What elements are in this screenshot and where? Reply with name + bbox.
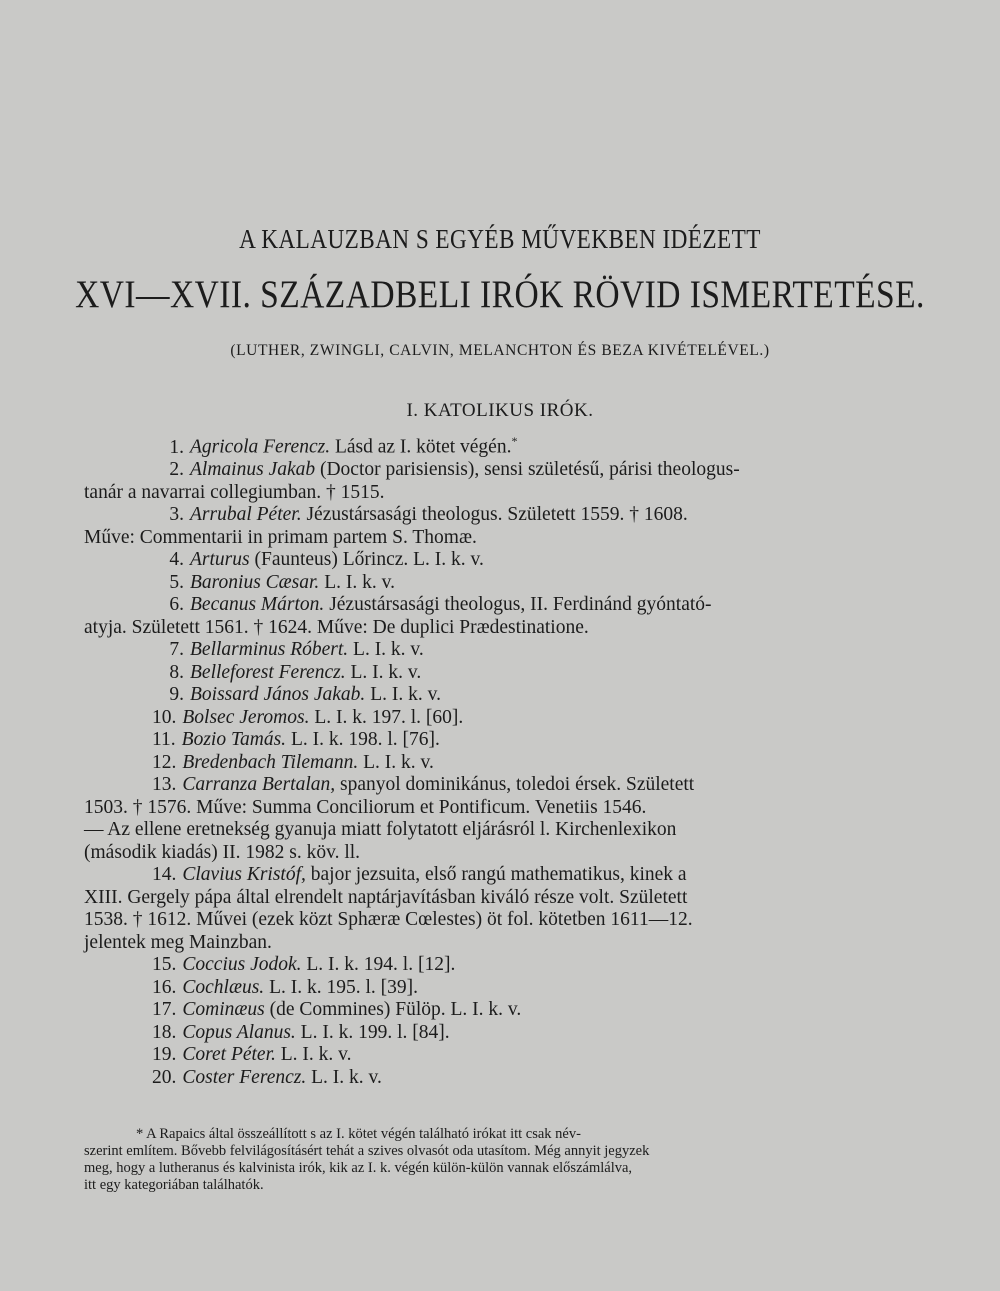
list-item [84,1044,812,1067]
entry-text: L. I. k. 197. l. [60]. [309,706,464,728]
entry-text: bajor jezsuita, első rangú mathematikus, kinek a [305,864,687,885]
footnote-first-line: * A Rapaics által összeállított s az I. kötet végén található irókat itt csak név- [136,1126,581,1142]
entry-name: Cominæus [182,999,265,1020]
entry-continuation: 1538. † 1612. Művei (ezek közt Sphæræ Cœlestes) öt fol. kötetben 1611—12. [84,909,693,930]
entry-text: spanyol dominikánus, toledoi érsek. Született [335,774,695,795]
entry-name: Bozio Tamás. [181,729,287,750]
list-item [84,430,812,459]
list-item [84,864,812,954]
list-item [84,707,812,730]
list-item [84,752,812,775]
entry-continuation: 1503. † 1576. Műve: Summa Conciliorum et Pontificum. Venetiis 1546. [84,796,647,818]
entry-text: L. I. k. v. [348,639,424,660]
footnote [84,1126,794,1194]
entry-name: Carranza Bertalan, [182,774,336,795]
entry-number: 6. [169,594,184,615]
entry-text: Jézustársasági theologus. Született 1559. † 1608. [301,504,688,525]
footnote-line: szerint említem. Bővebb felvilágosításért tehát a szives olvasót oda utasítom. Még annyit jegyzek [84,1143,650,1159]
entry-name: Copus Alanus. [182,1021,296,1043]
list-item [84,999,812,1022]
entry-number: 20. [152,1066,177,1088]
entry-text: L. I. k. 194. l. [12]. [301,954,456,975]
entry-name: Bellarminus Róbert. [190,639,349,660]
entry-number: 19. [152,1044,177,1065]
list-item [84,662,812,685]
entry-continuation: — Az ellene eretnekség gyanuja miatt folytatott eljárásról l. Kirchenlexikon [84,819,677,840]
entry-continuation: tanár a navarrai collegiumban. † 1515. [84,481,385,503]
entry-text: L. I. k. v. [319,571,395,593]
list-item [84,549,812,572]
entry-text: Jézustársasági theologus, II. Ferdinánd gyóntató- [324,594,712,615]
entry-number: 12. [152,751,177,773]
list-item [84,1067,812,1090]
list-item [84,1022,812,1045]
footnote-marker: * [511,434,518,448]
entry-number: 10. [152,706,177,728]
list-item [84,954,812,977]
entry-text: L. I. k. v. [358,751,434,773]
entry-number: 8. [169,661,184,683]
list-item [84,774,812,864]
entry-number: 9. [169,684,184,705]
entry-continuation: atyja. Született 1561. † 1624. Műve: De duplici Prædestinatione. [84,616,589,638]
section-title: I. KATOLIKUS IRÓK. [406,400,594,421]
entry-number: 5. [169,571,184,593]
list-item [84,729,812,752]
entry-number: 15. [152,954,177,975]
entry-number: 7. [169,639,184,660]
entry-text: L. I. k. v. [306,1066,382,1088]
entry-name: Coccius Jodok. [182,954,302,975]
entry-text: L. I. k. 198. l. [76]. [286,729,440,750]
entry-text: (Faunteus) Lőrincz. L. I. k. v. [249,549,484,570]
entry-name: Becanus Márton. [190,594,325,615]
entry-number: 18. [152,1021,177,1043]
entry-text: L. I. k. 195. l. [39]. [264,976,418,998]
list-item [84,572,812,595]
entry-name: Clavius Kristóf, [182,864,306,885]
entry-text: (de Commines) Fülöp. L. I. k. v. [264,999,522,1020]
entry-list [84,430,812,1089]
entry-text: L. I. k. v. [275,1044,352,1065]
heading-line-3: (LUTHER, ZWINGLI, CALVIN, MELANCHTON ÉS BEZA KIVÉTELÉVEL.) [230,342,770,359]
footnote-line: itt egy kategoriában találhatók. [84,1177,264,1193]
entry-name: Almainus Jakab [190,459,316,480]
entry-text: Lásd az I. kötet végén. [330,436,512,458]
entry-number: 13. [152,774,177,795]
entry-number: 1. [169,436,184,458]
entry-number: 3. [169,504,184,525]
entry-name: Arturus [190,549,250,570]
entry-name: Bredenbach Tilemann. [182,751,359,773]
entry-text: (Doctor parisiensis), sensi születésű, párisi theologus- [315,459,740,480]
entry-number: 2. [169,459,184,480]
list-item [84,977,812,1000]
heading-line-1: A KALAUZBAN S EGYÉB MŰVEKBEN IDÉZETT [239,224,761,254]
entry-name: Baronius Cæsar. [190,571,320,593]
entry-continuation: jelentek meg Mainzban. [84,931,272,953]
entry-number: 16. [152,976,177,998]
entry-number: 4. [169,549,184,570]
entry-name: Coster Ferencz. [182,1066,307,1088]
entry-number: 11. [152,729,176,750]
entry-name: Boissard János Jakab. [190,684,366,705]
entry-text: L. I. k. 199. l. [84]. [295,1021,450,1043]
list-item [84,639,812,662]
entry-continuation: XIII. Gergely pápa által elrendelt naptárjavításban kiváló része volt. Született [84,886,688,908]
entry-name: Belleforest Ferencz. [190,661,346,683]
entry-continuation: (második kiadás) II. 1982 s. köv. ll. [84,841,361,863]
list-item [84,594,812,639]
list-item [84,684,812,707]
entry-name: Cochlæus. [182,976,265,998]
entry-name: Coret Péter. [182,1044,276,1065]
entry-text: L. I. k. v. [365,684,441,705]
entry-number: 14. [152,864,177,885]
entry-name: Agricola Ferencz. [190,436,331,458]
entry-name: Arrubal Péter. [190,504,302,525]
list-item [84,504,812,549]
heading-line-2: XVI—XVII. SZÁZADBELI IRÓK RÖVID ISMERTETÉSE. [75,273,925,316]
footnote-line: meg, hogy a lutheranus és kalvinista irók, kik az I. k. végén külön-külön vannak előszámlálva, [84,1160,633,1176]
entry-text: L. I. k. v. [345,661,422,683]
entry-continuation: Műve: Commentarii in primam partem S. Thomæ. [84,526,477,548]
entry-number: 17. [152,999,177,1020]
entry-name: Bolsec Jeromos. [182,706,310,728]
list-item [84,459,812,504]
